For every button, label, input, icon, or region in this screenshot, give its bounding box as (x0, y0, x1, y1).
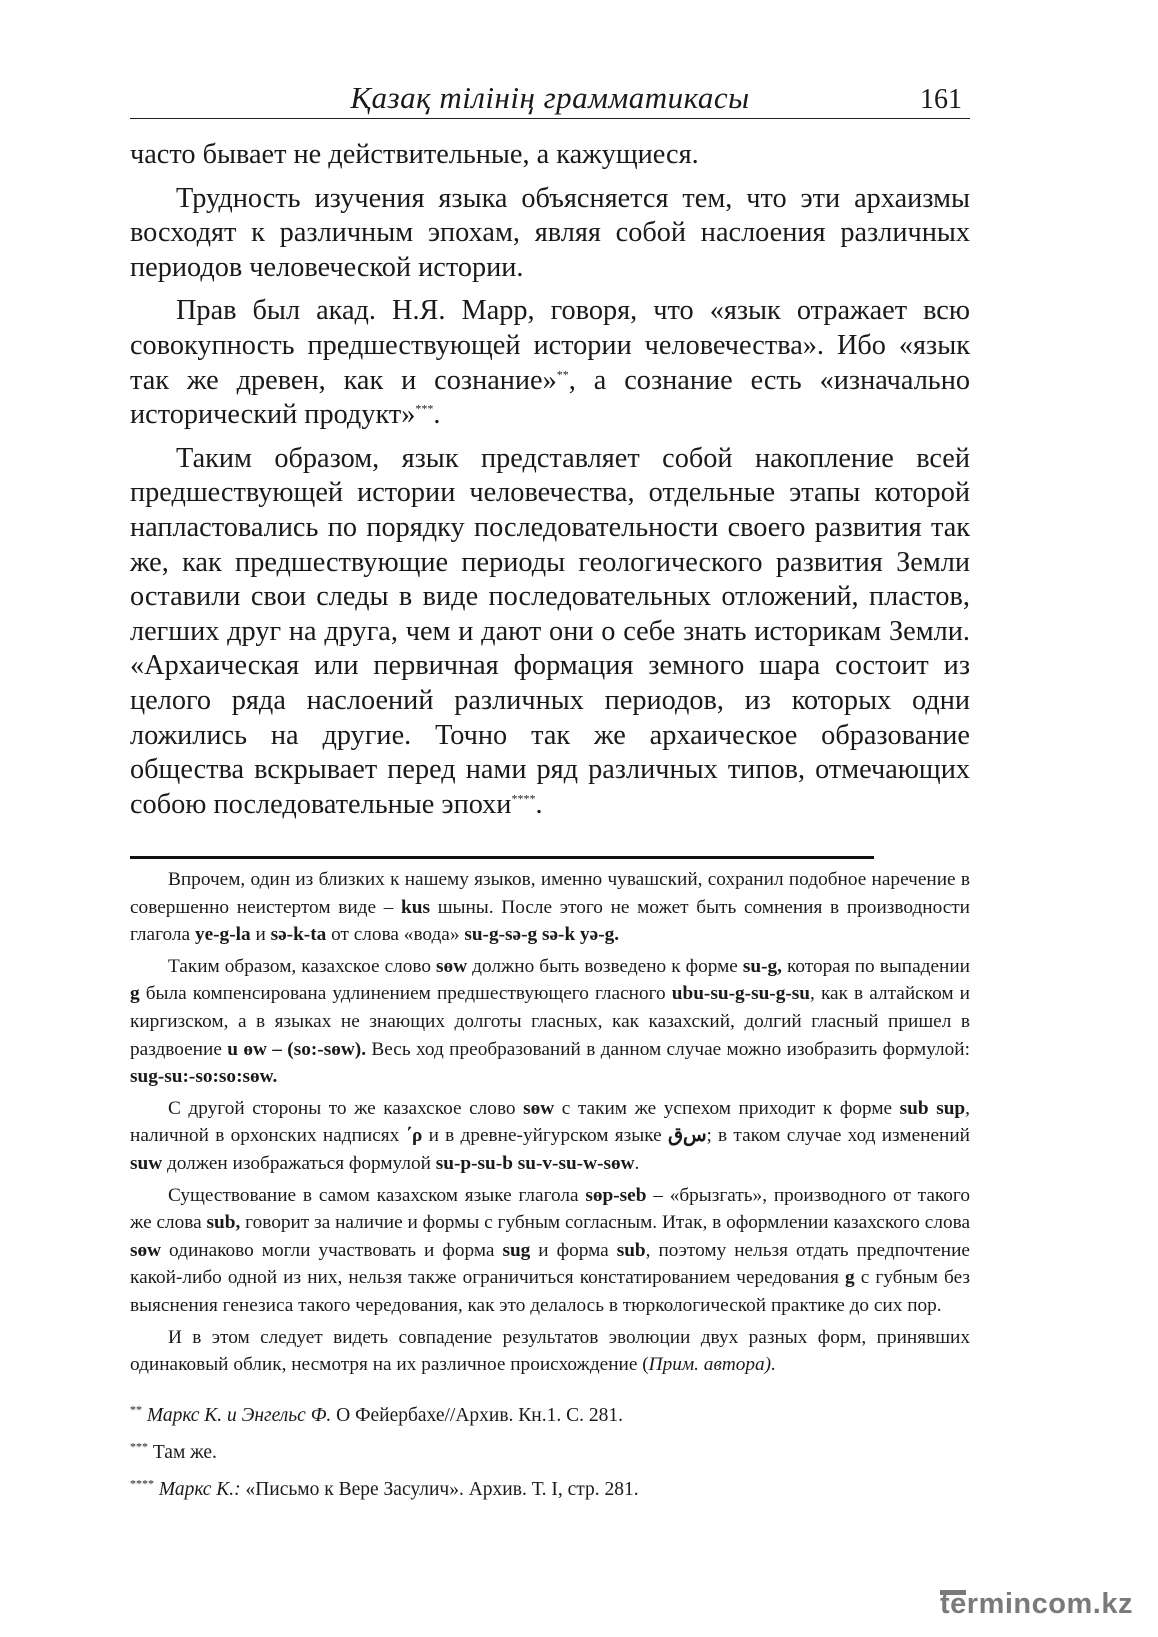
fn2-text: должно быть возведено к форме (467, 955, 743, 977)
fn5-author-note: Прим. автора). (648, 1354, 776, 1376)
paragraph-4-text-b: . (535, 788, 543, 820)
fn4-term: g (844, 1267, 855, 1289)
reference-item (130, 1439, 970, 1467)
footnote-paragraph-5 (130, 1324, 970, 1379)
footnote-marker-2: ** (556, 367, 569, 382)
fn2-text: которая по выпадении (782, 955, 970, 977)
fn3-text: ; в таком случае ход изменений (706, 1125, 970, 1147)
reference-text: Там же. (148, 1442, 217, 1463)
reference-author: Маркс К. и Энгельс Ф. (146, 1405, 332, 1426)
fn3-term: ΄ρ (405, 1125, 423, 1147)
main-text (130, 138, 970, 831)
reference-marker: ** (130, 1402, 142, 1417)
fn3-term: sɵw (523, 1097, 555, 1119)
footnote-marker-3: *** (415, 401, 434, 416)
fn3-text: , наличной в орхонских надписях (130, 1097, 970, 1147)
fn4-text: одинаково могли участвовать и форма (161, 1239, 503, 1261)
fn4-text: , поэтому нельзя отдать предпочтение какой-либо одной из них, нельзя также ограничиться констатированием чередования (130, 1239, 970, 1289)
fn1-term: sə-k-ta (270, 924, 327, 946)
paragraph-3-text-c: . (433, 399, 441, 431)
fn1-text: от слова «вода» (326, 924, 465, 946)
fn3-term: su-p-su-b su-v-su-w-sɵw (435, 1152, 635, 1174)
running-title: Қазақ тілінің грамматикасы (350, 80, 750, 115)
fn2-text: Весь ход преобразований в данном случае можно изобразить формулой: (366, 1038, 970, 1060)
footnote-paragraph-3 (130, 1095, 970, 1178)
fn3-text: . (634, 1152, 640, 1174)
fn4-term: sub, (206, 1212, 241, 1234)
fn4-text: говорит за наличие и формы с губным согласным. Итак, в оформлении казахского слова (240, 1212, 971, 1234)
paragraph-3-text-b: , а сознание есть «изначально исторический продукт» (130, 364, 971, 431)
fn3-arabic-term: ﺱﻕ (667, 1125, 707, 1147)
running-header (130, 78, 970, 119)
footnote-paragraph-2 (130, 953, 970, 1091)
fn2-text: , как в алтайском и киргизском, а в языках не знающих долготы гласных, как казахский, долгий гласный пришел в раздвоение (130, 983, 970, 1060)
fn4-term: sɵp-seb (585, 1184, 647, 1206)
fn4-term: sub (616, 1239, 646, 1261)
fn1-text: и (250, 924, 271, 946)
fn4-text: Существование в самом казахском языке глагола (168, 1184, 586, 1206)
fn2-term: u ɵw – (so:-sɵw). (227, 1038, 367, 1060)
fn3-text: должен изображаться формулой (162, 1152, 436, 1174)
reference-text: «Письмо к Вере Засулич». Архив. Т. I, стр. 281. (240, 1479, 639, 1500)
fn4-text: – «брызгать», производного от такого же слова (130, 1184, 970, 1234)
fn2-term: g (130, 983, 140, 1005)
watermark-text: termincom.kz (940, 1588, 1133, 1620)
fn3-text: с таким же успехом приходит к форме (554, 1097, 900, 1119)
fn1-text: шыны. После этого не может быть сомнения в производности глагола (130, 896, 970, 946)
fn1-term: kus (401, 896, 430, 918)
fn4-text: и форма (530, 1239, 617, 1261)
reference-list (130, 1402, 970, 1513)
fn2-text: была компенсирована удлинением предшествующего гласного (139, 983, 672, 1005)
fn1-term: ye-g-la (194, 924, 251, 946)
footnote-divider (130, 856, 874, 859)
footnote-paragraph-1 (130, 866, 970, 949)
fn3-text: С другой стороны то же казахское слово (168, 1097, 524, 1119)
fn2-text: Таким образом, казахское слово (168, 955, 437, 977)
watermark-logo (940, 1588, 1140, 1626)
reference-item (130, 1402, 970, 1430)
fn4-text: с губным без выяснения генезиса такого чередования, как это делалось в тюркологической практике до сих пор. (130, 1267, 970, 1316)
reference-author: Маркс К.: (158, 1479, 241, 1500)
fn2-term: ubu-su-g-su-g-su (671, 983, 811, 1005)
footnote-block (130, 866, 970, 1383)
paragraph-3-text-a: Прав был акад. Н.Я. Марр, говоря, что «язык отражает всю совокупность предшествующей истории человечества». Ибо «язык так же древен, как и сознание» (130, 295, 970, 396)
reference-marker: **** (130, 1476, 154, 1491)
fn1-term: su-g-sə-g sə-k yə-g. (464, 924, 620, 946)
fn5-text: И в этом следует видеть совпадение результатов эволюции двух разных форм, принявших одинаковый облик, несмотря на их различное происхождение ( (130, 1326, 970, 1376)
footnote-marker-4: **** (511, 791, 536, 806)
fn1-text: Впрочем, один из близких к нашему языков, именно чувашский, сохранил подобное наречение в совершенно неистертом виде – (130, 869, 970, 918)
fn2-term: sɵw (436, 955, 468, 977)
paragraph-3 (130, 294, 970, 432)
paragraph-1: часто бывает не действительные, а кажущиеся. (130, 139, 699, 170)
reference-text: О Фейербахе//Архив. Кн.1. С. 281. (331, 1405, 624, 1426)
reference-item (130, 1476, 970, 1504)
paragraph-4 (130, 442, 970, 823)
fn2-term: su-g, (742, 955, 782, 977)
fn3-term: sub sup (899, 1097, 966, 1119)
fn4-term: sɵw (130, 1239, 162, 1261)
fn4-term: sug (502, 1239, 531, 1261)
paragraph-4-text-a: Таким образом, язык представляет собой накопление всей предшествующей истории человечества, отдельные этапы которой напластовались по порядку последовательности своего развития так же, как предшествующие периоды геологического развития Земли оставили свои следы в виде последовательных отложений, пластов, легших друг на друга, чем и дают они о себе знать историкам Земли. «Архаическая или первичная формация земного шара состоит из целого ряда наслоений различных периодов, из которых одни ложились на другие. Точно так же архаическое образование общества вскрывает перед нами ряд различных типов, отмечающих собою последовательные эпохи (130, 442, 970, 820)
reference-marker: *** (130, 1439, 148, 1454)
page-number: 161 (920, 84, 962, 115)
footnote-paragraph-4 (130, 1182, 970, 1320)
fn3-text: и в древне-уйгурском языке (422, 1125, 668, 1147)
fn2-term: sug-su:-so:so:sɵw. (130, 1066, 278, 1088)
fn3-term: suw (130, 1152, 163, 1174)
paragraph-2: Трудность изучения языка объясняется тем, что эти архаизмы восходят к различным эпохам, являя собой наслоения различных периодов человеческой истории. (130, 182, 970, 283)
